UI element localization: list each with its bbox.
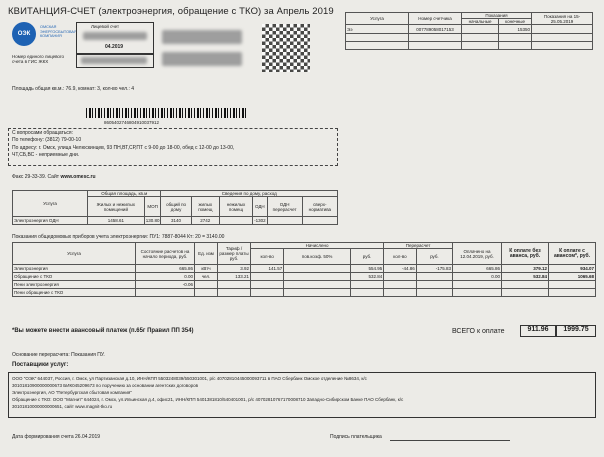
barcode	[86, 108, 246, 118]
address-redacted	[162, 30, 242, 44]
contacts-address: По адресу: г. Омск, улица Челюскинцев, 93 ПН,ВТ,СР,ПТ с 9-00 до 18-00, обед с 12-00 до 13-00,	[12, 145, 235, 151]
meter-h-readings: Показания	[462, 13, 532, 19]
advance-note: *Вы можете внести авансовый платеж (п.65г Правил ПП 354)	[12, 328, 194, 334]
table-row	[13, 281, 596, 289]
odn-h-odn: ОДН	[253, 197, 268, 217]
logo-caption: ОМСКАЯ ЭНЕРГОСБЫТОВАЯ КОМПАНИЯ	[40, 25, 77, 38]
odn-row-total: 3140	[161, 217, 191, 225]
odn-table	[12, 190, 338, 225]
odn-h-total: общий по дому	[161, 197, 191, 217]
suppliers-title: Поставщики услуг:	[12, 362, 69, 368]
meter-number: 007789058017153	[409, 25, 462, 34]
name-redacted	[162, 52, 242, 66]
cell	[284, 273, 351, 281]
odn-h-service: Услуга	[13, 191, 88, 217]
ch-h-qty: кол-во	[251, 249, 284, 265]
ch-h-paid: Оплачено на 12.04.2019, руб.	[453, 243, 502, 265]
cell: 0.00	[136, 273, 195, 281]
cell: кВтч	[195, 265, 218, 273]
cell: 665.86	[136, 265, 195, 273]
odn-h-recalc: ОДН перерасчет	[267, 197, 302, 217]
cell	[284, 265, 351, 273]
odn-row-mop: 130.80	[145, 218, 160, 223]
meter-end: 15350	[499, 25, 532, 34]
cell: 934.07	[549, 265, 596, 273]
cell: 532.84	[350, 273, 383, 281]
cell: Обращение с ТКО	[13, 273, 136, 281]
area-info: Площадь общая кв.м.: 76.9, комнат: 3, кол-во чел.: 4	[12, 86, 135, 92]
cell: Электроэнергия	[13, 265, 136, 273]
odn-h-res: жилых помещ	[191, 197, 219, 217]
odn-h-over: сверх-норматива	[302, 197, 337, 217]
receipt-title: КВИТАНЦИЯ-СЧЕТ (электроэнергия, обращение с ТКО) за Апрель 2019	[8, 6, 334, 17]
meter-table	[345, 12, 593, 50]
meter-service: Ээ	[346, 25, 409, 34]
cell	[251, 273, 284, 281]
cell	[502, 289, 549, 297]
ch-h-recalc-qty: кол-во	[384, 249, 417, 265]
cell	[136, 289, 195, 297]
bill-date: Дата формирования счета 26.04.2019	[12, 434, 101, 440]
cell	[251, 281, 284, 289]
account-label: Лицевой счет	[91, 24, 120, 29]
cell: -0.06	[136, 281, 195, 289]
ch-h-recalc-rub: руб.	[416, 249, 452, 265]
cell: 141.57	[251, 265, 284, 273]
cell: 665.86	[453, 265, 502, 273]
cell	[218, 281, 251, 289]
cell	[416, 273, 452, 281]
company-logo: ОЭК	[12, 22, 36, 46]
contacts-title: С вопросами обращаться:	[12, 130, 74, 136]
contacts-days-off: ЧТ,СБ,ВС - неприемные дни.	[12, 152, 80, 158]
cell: 3.92	[218, 265, 251, 273]
odn-row-recalc	[267, 217, 302, 225]
cell	[384, 289, 417, 297]
cell: 554.95	[350, 265, 383, 273]
cell: -175.83	[416, 265, 452, 273]
cell: 0.00	[453, 273, 502, 281]
cell: 1065.68	[549, 273, 596, 281]
cell	[384, 273, 417, 281]
cell: Пени электроэнергия	[13, 281, 136, 289]
cell	[384, 281, 417, 289]
cell	[195, 281, 218, 289]
supplier-line-5: 30101810000000000651, сайт www.magnit-tko.ru	[12, 404, 113, 409]
odn-h-area: Общая площадь, кв.м	[88, 191, 161, 197]
cell: -44.86	[384, 265, 417, 273]
cell	[416, 289, 452, 297]
cell	[251, 289, 284, 297]
meter-start	[462, 25, 499, 34]
cell: 532.84	[502, 273, 549, 281]
total-no-advance: 911.96	[520, 325, 556, 337]
cell	[502, 281, 549, 289]
recalc-basis: Основание перерасчета: Показания ПУ.	[12, 352, 105, 358]
charges-table	[12, 242, 596, 297]
meter-h-number: Номер счетчика	[409, 13, 462, 25]
ch-h-service: Услуга	[13, 243, 136, 265]
odn-meter-line: Показания общедомовых приборов учета электроэнергии: ПУ1: 7887-8044 Кт: 20 = 3140.00	[12, 234, 225, 240]
cell: 133.21	[218, 273, 251, 281]
cell	[284, 281, 351, 289]
odn-row-over	[302, 217, 337, 225]
ch-h-unit: Ед. изм	[195, 243, 218, 265]
ch-h-pay-adv: К оплате с авансом*, руб.	[549, 243, 596, 265]
supplier-line-3: Электроэнергия, АО "Петербургская сбытовая компания"	[12, 390, 132, 395]
period-value: 04.2019	[105, 44, 124, 50]
odn-row-odn: -1302	[254, 218, 266, 223]
odn-row-nonres	[219, 217, 252, 225]
meter-h-start: начальные	[462, 19, 499, 25]
ch-h-coef: пов.коэф. 50%	[284, 249, 351, 265]
odn-h-mop: МОП	[144, 197, 161, 217]
cell	[218, 289, 251, 297]
unified-account-box	[76, 54, 154, 68]
cell	[195, 289, 218, 297]
meter-h-service: Услуга	[346, 13, 409, 25]
meter-next-input[interactable]	[532, 25, 593, 34]
cell	[453, 289, 502, 297]
contacts-phone: По телефону: (3812) 79-00-10	[12, 137, 82, 143]
meter-h-end: конечные	[499, 19, 532, 25]
odn-h-house: Сведения по дому, расход	[161, 191, 338, 197]
site-link[interactable]: www.omesc.ru	[60, 174, 96, 180]
account-box	[76, 22, 154, 54]
cell	[284, 289, 351, 297]
unified-account-redacted	[81, 57, 147, 64]
odn-row-service: Электроэнергия ОДН	[13, 217, 88, 225]
total-with-advance: 1999.75	[556, 325, 596, 337]
odn-row-res: 2742	[191, 217, 219, 225]
cell	[350, 281, 383, 289]
cell	[453, 281, 502, 289]
qr-code	[262, 24, 310, 72]
ch-h-accrued: Начислено	[251, 243, 384, 249]
ch-h-pay-no-adv: К оплате без аванса, руб.	[502, 243, 549, 265]
cell: 379.12	[502, 265, 549, 273]
cell: чел.	[195, 273, 218, 281]
cell	[416, 281, 452, 289]
odn-row-living: 1458.61	[88, 217, 145, 225]
table-row	[13, 273, 596, 281]
account-number-redacted	[83, 32, 147, 40]
ch-h-prev: Состояние расчетов на начало периода, руб.	[136, 243, 195, 265]
supplier-line-1: ООО "ОЭК" 644037, Россия, г. Омск, ул Партизанская д.10, ИНН/КПП 5503248039/550301001, р/с 40702810445000093711 в ПАО Сбербанк Омское отделение №8634, к/с	[12, 376, 367, 381]
supplier-line-2: 30101810900000000673 БИК045209673 по поручению за основании агентских договоров	[12, 383, 199, 388]
ch-h-recalc: Перерасчет	[384, 243, 453, 249]
cell	[549, 281, 596, 289]
total-label: ВСЕГО к оплате	[452, 328, 505, 335]
cell: Пени обращение с ТКО	[13, 289, 136, 297]
cell	[549, 289, 596, 297]
signature-line	[390, 440, 510, 441]
barcode-number: 8605402746804910037912	[104, 120, 160, 125]
odn-h-living: Жилых и нежилых помещений	[88, 197, 145, 217]
signature-label: Подпись плательщика	[330, 434, 382, 440]
table-row	[13, 265, 596, 273]
ch-h-rub: руб.	[350, 249, 383, 265]
supplier-line-4: Обращение с ТКО: ООО "Магнит" 644024, г. Омск, ул.Ильинская д.4, офис21, ИНН/КПП 5401381810/540401001, р/с 40702810767170008710 Западно-Сибирском Банке ПАО Сбербанк, к/с	[12, 397, 404, 402]
cell	[350, 289, 383, 297]
meter-h-next: Показания на 15-25.05.2019	[532, 13, 593, 25]
fax-label: Факс 29-33-39. Сайт	[12, 174, 60, 180]
unified-account-label: Номер единого лицевого счета в ГИС ЖКХ	[12, 54, 64, 64]
ch-h-tariff: Тариф / размер платы руб.	[218, 243, 251, 265]
table-row	[13, 289, 596, 297]
odn-h-nonres: нежилых помещ	[219, 197, 252, 217]
